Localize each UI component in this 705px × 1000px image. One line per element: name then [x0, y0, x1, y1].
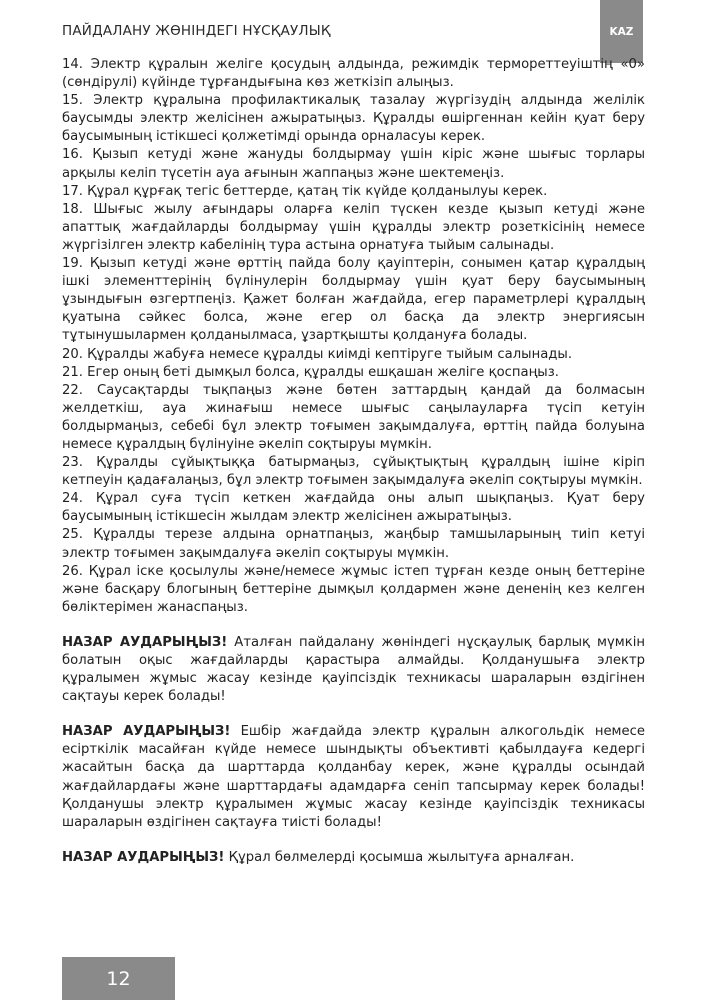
language-badge: KAZ [600, 0, 643, 63]
list-item: 21. Егер оның беті дымқыл болса, құралды ешқашан желіге қоспаңыз. [62, 364, 559, 380]
list-item: 23. Құралды сұйықтыққа батырмаңыз, сұйықтықтың құралдың ішіне кіріп кетпеуін қадағалаңыз, бұл электр тоғымен зақымдалуға әкеліп соқтыруы мүмкін. [62, 455, 645, 489]
list-item: 16. Қызып кетуді және жануды болдырмау үшін кіріс және шығыс торлары арқылы келіп түсетін ауа ағынын жаппаңыз және шектемеңіз. [62, 147, 645, 181]
warning-label: НАЗАР АУДАРЫҢЫЗ! [62, 849, 225, 865]
warning-text: Аталған пайдалану жөніндегі нұсқаулық барлық мүмкін болатын оқыс жағдайларды қарастыра алмайды. Қолданушыға электр құралымен жұмыс жасау кезінде қауіпсіздік техникасы шараларын өздігінен сақтауы керек болады! [62, 634, 646, 705]
warning-notice [62, 723, 645, 832]
warning-notice [62, 634, 645, 706]
list-item: 25. Құралды терезе алдына орнатпаңыз, жаңбыр тамшыларының тиіп кетуі электр тоғымен зақымдалуға әкеліп соқтыруы мүмкін. [62, 527, 645, 561]
list-item: 22. Саусақтарды тықпаңыз және бөтен заттардың қандай да болмасын желдеткіш, ауа жинағыш немесе шығыс саңылауларға түсіп кетуін болдырмаңыз, себебі бұл электр тоғымен зақымдалуға, өрттің пайда болуына немесе құралдың бүлінуіне әкеліп соқтыруы мүмкін. [62, 382, 645, 452]
warning-label: НАЗАР АУДАРЫҢЫЗ! [62, 634, 228, 650]
list-item: 18. Шығыс жылу ағындары оларға келіп түскен кезде қызып кетуді және апаттық жағдайларды болдырмау үшін құралды электр розеткісінің немесе жүргізілген электр кабелінің тура астына орнатуға тыйым салынады. [62, 201, 645, 253]
list-item: 24. Құрал суға түсіп кеткен жағдайда оны алып шықпаңыз. Қуат беру баусымының істікшесін жылдам электр желісінен ажыратыңыз. [62, 491, 645, 525]
list-item: 14. Электр құралын желіге қосудың алдында, режимдік термореттеуіштің «0» (сөндірулі) күйінде тұрғандығына көз жеткізіп алыңыз. [62, 57, 645, 91]
list-item: 15. Электр құралына профилактикалық тазалау жүргізудің алдында желілік баусымды электр желісінен ажыратыңыз. Құралды өшіргеннан кейін қуат беру баусымының істікшесі қолжетімді орында орналасуы керек. [62, 93, 645, 145]
page-number: 12 [62, 957, 175, 1000]
instructions-body [62, 56, 645, 867]
safety-items-list [62, 56, 645, 617]
warning-label: НАЗАР АУДАРЫҢЫЗ! [62, 724, 231, 740]
list-item: 17. Құрал құрғақ тегіс беттерде, қатаң тік күйде қолданылуы керек. [62, 183, 548, 199]
warning-text: Ешбір жағдайда электр құралын алкогольдік немесе есірткілік масайған күйде немесе шындықты объективті қабылдауға кедергі жасайтын басқа да шарттарда қолданбау керек, және құралды осындай жағдайлардағы және шарттардағы адамдарға сеніп тапсырмау керек болады! Қолданушы электр құралымен жұмыс жасау кезінде қауіпсіздік техникасы шараларын өздігінен сақтауға тиісті болады! [62, 724, 645, 830]
warning-notice [62, 849, 645, 867]
warning-text: Құрал бөлмелерді қосымша жылытуға арналған. [224, 849, 575, 865]
list-item: 26. Құрал іске қосылулы және/немесе жұмыс істеп тұрған кезде оның беттеріне және басқару блогының беттеріне дымқыл қолдармен және дененің кез келген бөліктерімен жанаспаңыз. [62, 563, 645, 615]
list-item: 19. Қызып кетуді және өрттің пайда болу қауіптерін, сонымен қатар құралдың ішкі элементтерінің бүлінулерін болдырмау үшін қуат беру баусымының ұзындығын өзгертпеңіз. Қажет болған жағдайда, егер параметрлері құралдың қуатына сәйкес болса, және егер ол басқа да электр энергиясын тұтынушылармен қолданылмаса, ұзартқышты қолдануға болады. [62, 256, 645, 344]
page-header-title: ПАЙДАЛАНУ ЖӨНІНДЕГІ НҰСҚАУЛЫҚ [62, 23, 331, 39]
list-item: 20. Құралды жабуға немесе құралды киімді кептіруге тыйым салынады. [62, 346, 573, 362]
